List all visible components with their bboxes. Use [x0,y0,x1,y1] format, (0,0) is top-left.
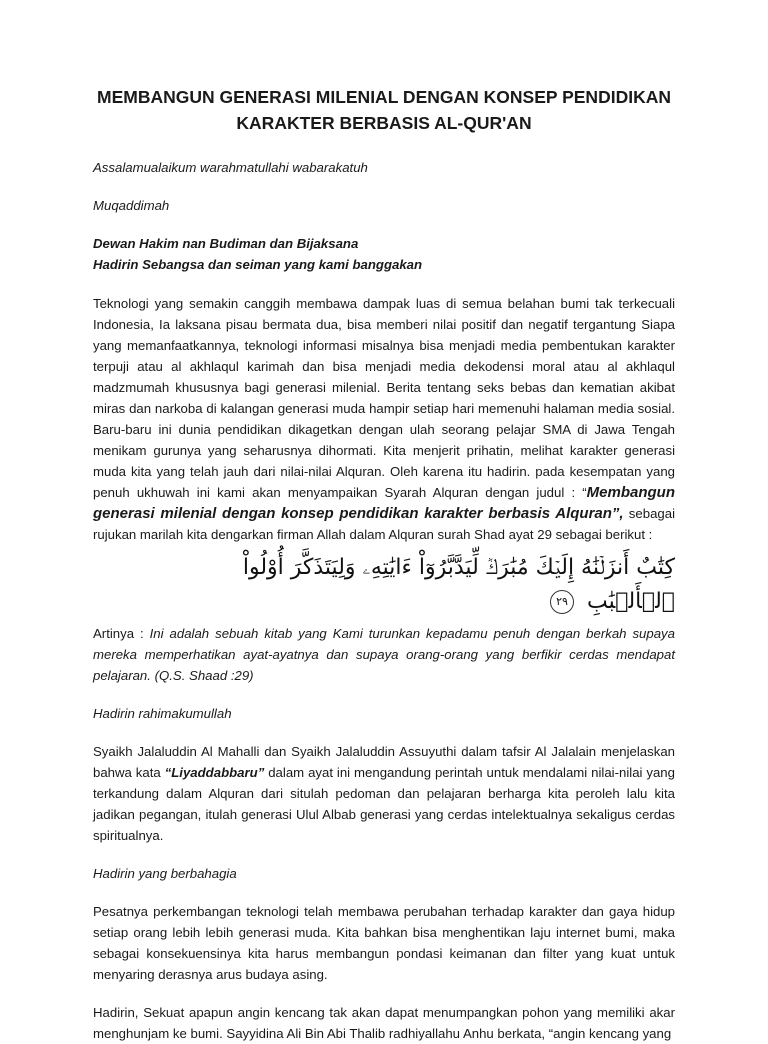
address-line-2: Hadirin Sebangsa dan seiman yang kami banggakan [93,257,423,272]
translation [93,623,675,686]
document-page [93,84,675,1044]
arabic-line-1: كِتَٰبٌ أَنزَلۡنَٰهُ إِلَيۡكَ مُبَٰرَكٞ لِّيَدَّبَّرُوٓاْ ءَايَٰتِهِۦ وَلِيَتَذَكَّرَ أُوْلُواْ [242,555,675,580]
paragraph-3: Pesatnya perkembangan teknologi telah membawa perubahan terhadap karakter dan gaya hidup setiap orang lebih lebih generasi muda. Kita bahkan bisa menghentikan laju internet bumi, maka sebagai konsekuensinya kita harus membangun pondasi keimanan dan filter yang kuat untuk menyaring derasnya arus budaya asing. [93,904,675,982]
quran-verse [93,551,675,619]
translation-text: Ini adalah sebuah kitab yang Kami turunkan kepadamu penuh dengan berkah supaya mereka memperhatikan ayat-ayatnya dan supaya orang-orang yang berfikir cerdas mendapat pelajaran. (Q.S. Shaad :29) [93,626,675,683]
arabic-line-2-text: ٱلۡأَلۡبَٰبِ [587,589,675,614]
title-line-2: KARAKTER BERBASIS AL-QUR'AN [236,113,532,133]
term-liyaddabbaru: “Liyaddabbaru” [164,765,265,780]
title-line-1: MEMBANGUN GENERASI MILENIAL DENGAN KONSEP PENDIDIKAN [97,87,671,107]
salutation-3: Hadirin yang berbahagia [93,866,237,881]
document-title [93,84,675,136]
paragraph-2 [93,741,675,846]
paragraph-1-after: sebagai rujukan marilah kita dengarkan firman Allah dalam Alquran surah Shad ayat 29 sebagai berikut : [93,506,676,542]
paragraph-1-text: Teknologi yang semakin canggih membawa dampak luas di semua belahan bumi tak terkecuali Indonesia, Ia laksana pisau bermata dua, bisa memberi nilai positif dan negatif tergantung Siapa yang memanfaatkannya, teknologi informasi misalnya bisa menjadi media pembentukan karakter terpuji atau al akhlaqul karimah dan bisa menjadi media dekodensi moral atau al akhlaqul madzmumah khususnya bagi generasi milenial. Berita tentang seks bebas dan kematian akibat miras dan narkoba di kalangan generasi muda hampir setiap hari memenuhi halaman media sosial. Baru-baru ini dunia pendidikan dikagetkan dengan ulah seorang pelajar SMA di Jawa Tengah menikam gurunya yang seharusnya dihormati. Kita menjerit prihatin, melihat karakter generasi muda kita yang telah jauh dari nilai-nilai Alquran. Oleh karena itu hadirin. pada kesempatan yang penuh ukhuwah ini kami akan menyampaikan Syarah Alquran dengan judul : “ [93,296,675,500]
address-block [93,233,675,275]
salutation-2: Hadirin rahimakumullah [93,706,232,721]
paragraph-4: Hadirin, Sekuat apapun angin kencang tak akan dapat menumpangkan pohon yang memiliki akar menghunjam ke bumi. Sayyidina Ali Bin Abi Thalib radhiyallahu Anhu berkata, “angin kencang yang [93,1005,675,1041]
paragraph-2-after: dalam ayat ini mengandung perintah untuk mendalami nilai-nilai yang terkandung dalam Alquran dari situlah pedoman dan pelajaran berharga kita peroleh lalu kita jadikan pegangan, itulah generasi Ulul Albab generasi yang cerdas intelektualnya sekaligus cerdas spiritualnya. [93,765,675,843]
speech-title-inline: Membangun generasi milenial dengan konsep pendidikan karakter berbasis Alquran”, [93,484,675,522]
greeting: Assalamualaikum warahmatullahi wabarakatuh [93,160,368,175]
muqaddimah-heading: Muqaddimah [93,198,170,213]
address-line-1: Dewan Hakim nan Budiman dan Bijaksana [93,236,359,251]
paragraph-1 [93,293,675,545]
arabic-line-2 [93,585,675,619]
paragraph-2-before: Syaikh Jalaluddin Al Mahalli dan Syaikh Jalaluddin Assuyuthi dalam tafsir Al Jalalain menjelaskan bahwa kata [93,744,675,780]
ayah-number-badge: ٢٩ [550,590,574,614]
translation-label: Artinya : [93,626,150,641]
